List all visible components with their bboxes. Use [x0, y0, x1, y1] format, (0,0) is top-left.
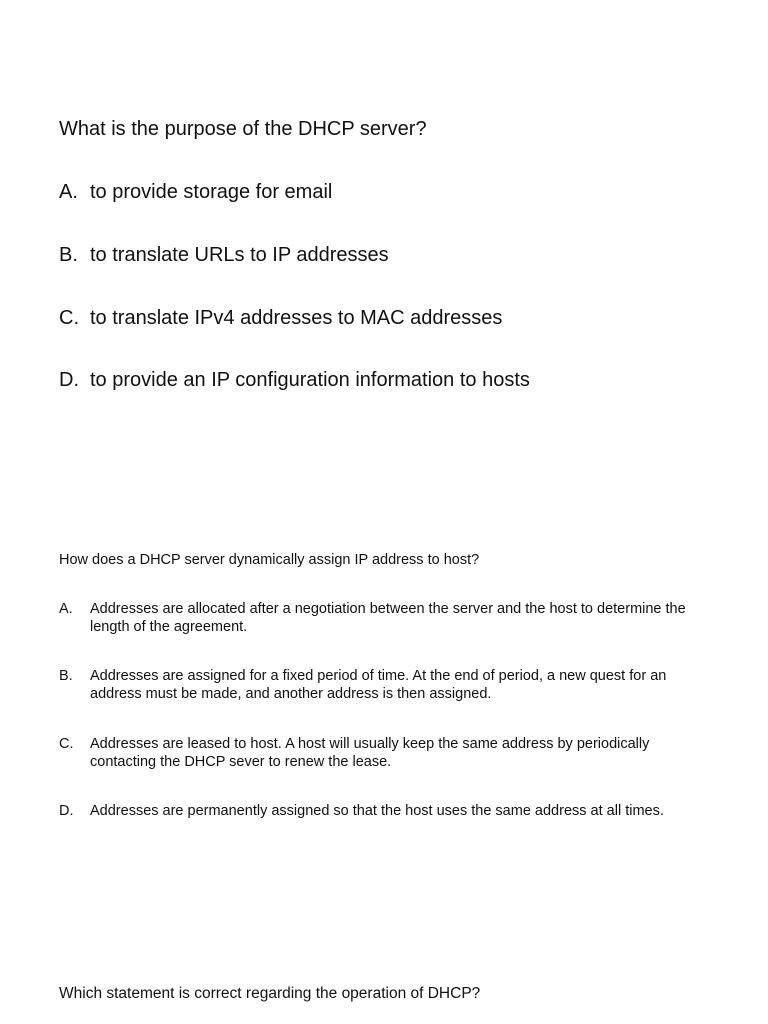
- option-letter: C.: [59, 307, 79, 329]
- question-2-option-b: [59, 667, 719, 703]
- option-text: Addresses are permanently assigned so that the host uses the same address at all times.: [90, 803, 664, 819]
- option-letter: B.: [59, 668, 73, 684]
- question-1-text: What is the purpose of the DHCP server?: [59, 118, 427, 140]
- option-letter: C.: [59, 736, 74, 752]
- question-1-option-c: [59, 305, 502, 331]
- option-letter: A.: [59, 601, 73, 617]
- option-text: to provide an IP configuration information to hosts: [90, 369, 530, 391]
- question-2-text: How does a DHCP server dynamically assign IP address to host?: [59, 552, 480, 568]
- question-1-option-d: [59, 367, 530, 393]
- question-1-option-b: [59, 242, 389, 268]
- question-1-option-a: [59, 179, 332, 205]
- option-letter: D.: [59, 803, 74, 819]
- option-text: Addresses are assigned for a fixed period of time. At the end of period, a new quest for an address must be made, and another address is then assigned.: [90, 668, 667, 702]
- option-text: to provide storage for email: [90, 181, 333, 203]
- option-text: to translate URLs to IP addresses: [90, 244, 389, 266]
- option-letter: A.: [59, 181, 78, 203]
- question-2-option-d: [59, 802, 719, 820]
- question-2-option-a: [59, 600, 719, 636]
- option-letter: B.: [59, 244, 78, 266]
- question-2-option-c: [59, 735, 719, 771]
- option-letter: D.: [59, 369, 79, 391]
- option-text: Addresses are allocated after a negotiation between the server and the host to determine the length of the agreement.: [90, 601, 686, 635]
- option-text: Addresses are leased to host. A host will usually keep the same address by periodically contacting the DHCP sever to renew the lease.: [90, 736, 650, 770]
- option-text: to translate IPv4 addresses to MAC addresses: [90, 307, 503, 329]
- question-3-text: Which statement is correct regarding the operation of DHCP?: [59, 985, 481, 1002]
